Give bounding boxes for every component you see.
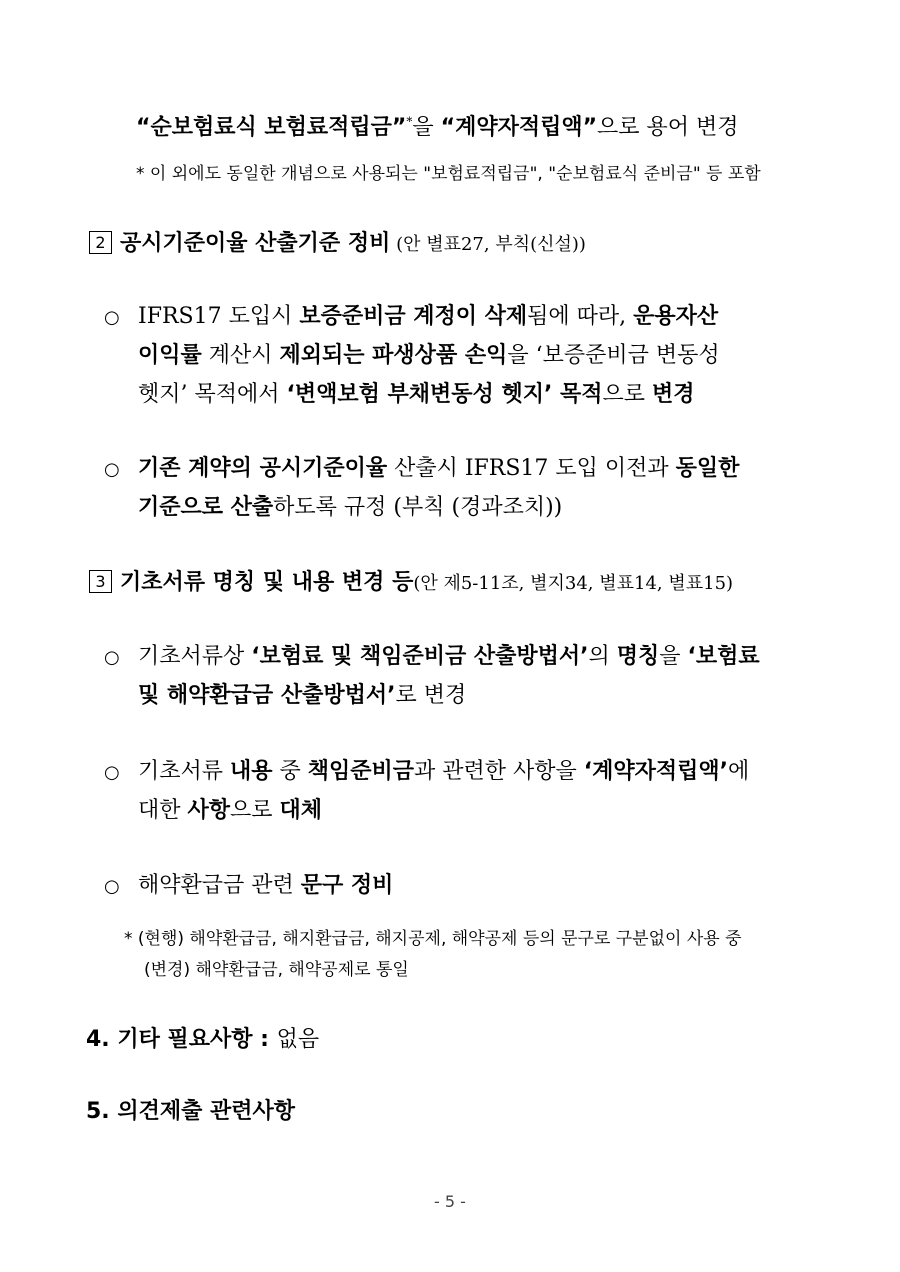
section-number-box: 3 (89, 570, 112, 593)
emph: 보증준비금 계정이 삭제 (299, 304, 528, 329)
page-number: - 5 - (434, 1192, 466, 1211)
emph: 동일한 (675, 456, 740, 481)
s3-bullet-2-line-2 (138, 796, 322, 826)
text: 대한 (138, 798, 188, 823)
s3-bullet-2-line-1 (104, 757, 749, 788)
section-ref: (안 제5-11조, 별지34, 별표14, 별표15) (413, 573, 734, 594)
text: 헷지’ 목적에서 (138, 382, 287, 407)
emph: 문구 정비 (300, 873, 394, 898)
section-5-heading: 5. 의견제출 관련사항 (86, 1099, 295, 1124)
bullet-icon: ○ (104, 762, 120, 783)
emph: ‘계약자적립액’ (583, 759, 729, 784)
section-title: 기초서류 명칭 및 내용 변경 등 (120, 570, 414, 595)
s2-bullet-2-line-1 (104, 454, 739, 485)
emph: 대체 (279, 798, 323, 823)
text: 의 (588, 644, 617, 669)
text: 으로 (230, 798, 280, 823)
emph: 이익률 (138, 343, 202, 368)
text: 하도록 규정 (부칙 (경과조치)) (273, 495, 563, 520)
old-term: “순보험료식 보험료적립금” (136, 115, 407, 140)
s3-bullet-3 (104, 871, 393, 902)
s2-bullet-2-line-2 (138, 493, 562, 523)
bullet-icon: ○ (104, 307, 120, 328)
s3-bullet-1-line-2 (138, 681, 466, 711)
s2-bullet-1-line-3 (138, 380, 695, 410)
text: IFRS17 도입시 (138, 304, 300, 329)
bullet-icon: ○ (104, 647, 120, 668)
footnote-mark: * (406, 114, 413, 129)
text: 에 (728, 759, 750, 784)
emph: 내용 (230, 759, 273, 784)
emph: 기존 계약의 공시기준이율 (138, 456, 388, 481)
text: 을 ‘보증준비금 변동성 (507, 343, 720, 368)
emph: 책임준비금 (307, 759, 415, 784)
bullet-icon: ○ (104, 876, 120, 897)
emph: ‘변액보험 부채변동성 헷지’ 목적 (286, 382, 603, 407)
section-4-heading (86, 1025, 319, 1055)
emph: ‘보험료 (687, 644, 760, 669)
s2-bullet-1-line-1 (104, 302, 718, 333)
emph: 제외되는 파생상품 손익 (279, 343, 508, 368)
term-change-line (136, 113, 739, 143)
emph: 사항 (187, 798, 231, 823)
section-3-heading (89, 568, 733, 599)
section-title: 공시기준이율 산출기준 정비 (120, 231, 391, 256)
text: 을 (412, 115, 441, 140)
new-term: “계약자적립액” (440, 115, 598, 140)
text: 산출시 IFRS17 도입 이전과 (387, 456, 676, 481)
text: 으로 용어 변경 (597, 115, 739, 140)
footnote: * 이 외에도 동일한 개념으로 사용되는 "보험료적립금", "순보험료식 준비금" 등 포함 (136, 164, 761, 184)
text: 과 관련한 사항을 (414, 759, 584, 784)
s3-footnote-2: (변경) 해약환급금, 해약공제로 통일 (144, 960, 409, 980)
bullet-icon: ○ (104, 459, 120, 480)
text: 계산시 (201, 343, 280, 368)
section-ref: (안 별표27, 부칙(신설)) (390, 234, 586, 255)
emph: 변경 (651, 382, 695, 407)
text: 기초서류상 (138, 644, 252, 669)
text: 기초서류 (138, 759, 231, 784)
emph: 및 해약환급금 산출방법서’ (138, 683, 396, 708)
section-number-box: 2 (89, 231, 112, 254)
section-2-heading (89, 229, 586, 260)
s2-bullet-1-line-2 (138, 341, 720, 371)
text: 중 (272, 759, 308, 784)
s3-bullet-1-line-1 (104, 642, 760, 673)
emph: 기준으로 산출 (138, 495, 274, 520)
text: 을 (659, 644, 688, 669)
text: 됨에 따라, (527, 304, 634, 329)
text: 해약환급금 관련 (138, 873, 301, 898)
text: 으로 (602, 382, 652, 407)
emph: 명칭 (616, 644, 660, 669)
s3-footnote-1: * (현행) 해약환급금, 해지환급금, 해지공제, 해약공제 등의 문구로 구분없이 사용 중 (124, 929, 742, 949)
emph: 운용자산 (633, 304, 719, 329)
text: 로 변경 (395, 683, 467, 708)
section-title: 4. 기타 필요사항 : (86, 1027, 277, 1052)
section-value: 없음 (276, 1027, 320, 1052)
emph: ‘보험료 및 책임준비금 산출방법서’ (251, 644, 589, 669)
